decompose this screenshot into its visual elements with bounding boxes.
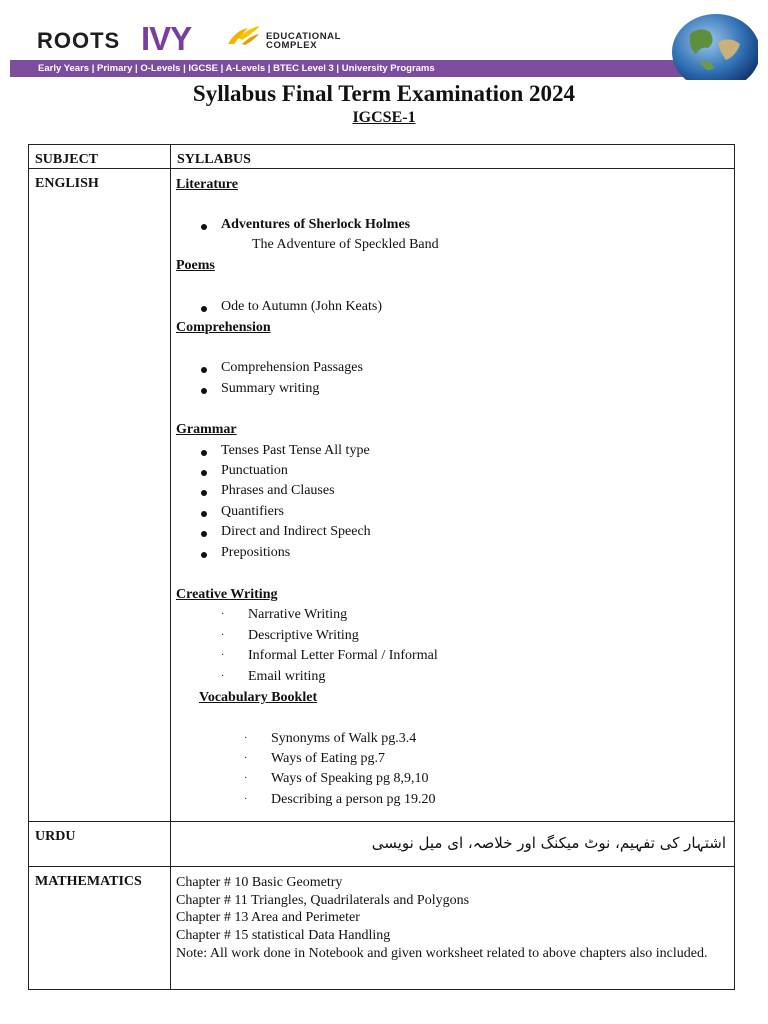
comprehension-item: Comprehension Passages (221, 360, 363, 375)
creative-item: Informal Letter Formal / Informal (248, 648, 438, 663)
logo-edu-line-1: EDUCATIONAL (266, 31, 342, 42)
table-row-english (29, 169, 735, 822)
english-syllabus-cell (171, 169, 735, 822)
small-bullet-icon: · (244, 794, 248, 805)
subject-header: SUBJECT (29, 145, 171, 169)
logo-ivy-text: IVY (141, 20, 192, 57)
comprehension-item: Summary writing (221, 381, 320, 396)
grammar-item: Punctuation (221, 463, 288, 478)
poems-item: Ode to Autumn (John Keats) (221, 299, 382, 314)
globe-icon (670, 12, 758, 80)
small-bullet-icon: · (221, 609, 225, 620)
small-bullet-icon: · (244, 773, 248, 784)
bullet-icon (201, 526, 207, 542)
creative-item: Narrative Writing (248, 607, 348, 622)
leaf-logo-icon (226, 24, 262, 46)
page-header (0, 0, 768, 80)
grammar-item: Direct and Indirect Speech (221, 524, 371, 539)
small-bullet-icon: · (221, 630, 225, 641)
bullet-icon (201, 485, 207, 501)
syllabus-header: SYLLABUS (171, 145, 735, 169)
creative-item: Descriptive Writing (248, 628, 359, 643)
vocabulary-item: Describing a person pg 19.20 (271, 792, 436, 807)
comprehension-heading: Comprehension (176, 320, 271, 335)
subject-mathematics: MATHEMATICS (29, 867, 171, 990)
math-line: Chapter # 11 Triangles, Quadrilaterals and Polygons (176, 892, 470, 908)
vocabulary-heading: Vocabulary Booklet (199, 690, 318, 705)
bullet-icon (201, 219, 207, 235)
small-bullet-icon: · (221, 650, 225, 661)
urdu-syllabus-text: اشتہار کی تفہیم، نوٹ میکنگ اور خلاصہ، ای میل نویسی (371, 834, 726, 852)
bullet-icon (201, 465, 207, 481)
vocabulary-item: Ways of Speaking pg 8,9,10 (271, 771, 429, 786)
grammar-item: Phrases and Clauses (221, 483, 335, 498)
bullet-icon (201, 547, 207, 563)
literature-item: Adventures of Sherlock Holmes (221, 217, 411, 232)
grammar-item: Prepositions (221, 545, 291, 560)
bullet-icon (201, 445, 207, 461)
creative-writing-heading: Creative Writing (176, 587, 278, 602)
bullet-icon (201, 383, 207, 399)
table-row-urdu (29, 822, 735, 867)
grammar-item: Quantifiers (221, 504, 284, 519)
programs-band: Early Years | Primary | O-Levels | IGCSE | A-Levels | BTEC Level 3 | University Programs (10, 60, 686, 77)
math-line: Chapter # 10 Basic Geometry (176, 875, 343, 890)
grammar-heading: Grammar (176, 422, 237, 437)
literature-subitem: The Adventure of Speckled Band (252, 237, 439, 252)
small-bullet-icon: · (244, 733, 248, 744)
creative-item: Email writing (248, 669, 326, 684)
math-line: Chapter # 15 statistical Data Handling (176, 928, 391, 944)
small-bullet-icon: · (244, 753, 248, 764)
syllabus-table (28, 144, 735, 990)
grammar-item: Tenses Past Tense All type (221, 443, 370, 458)
poems-heading: Poems (176, 258, 215, 273)
subject-english: ENGLISH (29, 169, 171, 822)
math-line: Chapter # 13 Area and Perimeter (176, 910, 360, 926)
bullet-icon (201, 506, 207, 522)
logo-roots-text: ROOTS (37, 28, 121, 53)
subject-urdu: URDU (29, 822, 171, 867)
math-note: Note: All work done in Notebook and given worksheet related to above chapters also included. (176, 945, 708, 961)
bullet-icon (201, 362, 207, 378)
table-header-row (29, 145, 735, 169)
urdu-syllabus-cell (171, 822, 735, 867)
page-title: Syllabus Final Term Examination 2024 (192, 81, 576, 106)
vocabulary-item: Ways of Eating pg.7 (271, 751, 385, 766)
page-subtitle: IGCSE-1 (352, 109, 416, 126)
logo-educational-complex (266, 32, 341, 50)
vocabulary-item: Synonyms of Walk pg.3.4 (271, 731, 417, 746)
literature-heading: Literature (176, 177, 238, 192)
table-row-mathematics (29, 867, 735, 990)
small-bullet-icon: · (221, 671, 225, 682)
mathematics-syllabus-cell (171, 867, 735, 990)
bullet-icon (201, 301, 207, 317)
logo-edu-line-2: COMPLEX (266, 40, 318, 51)
